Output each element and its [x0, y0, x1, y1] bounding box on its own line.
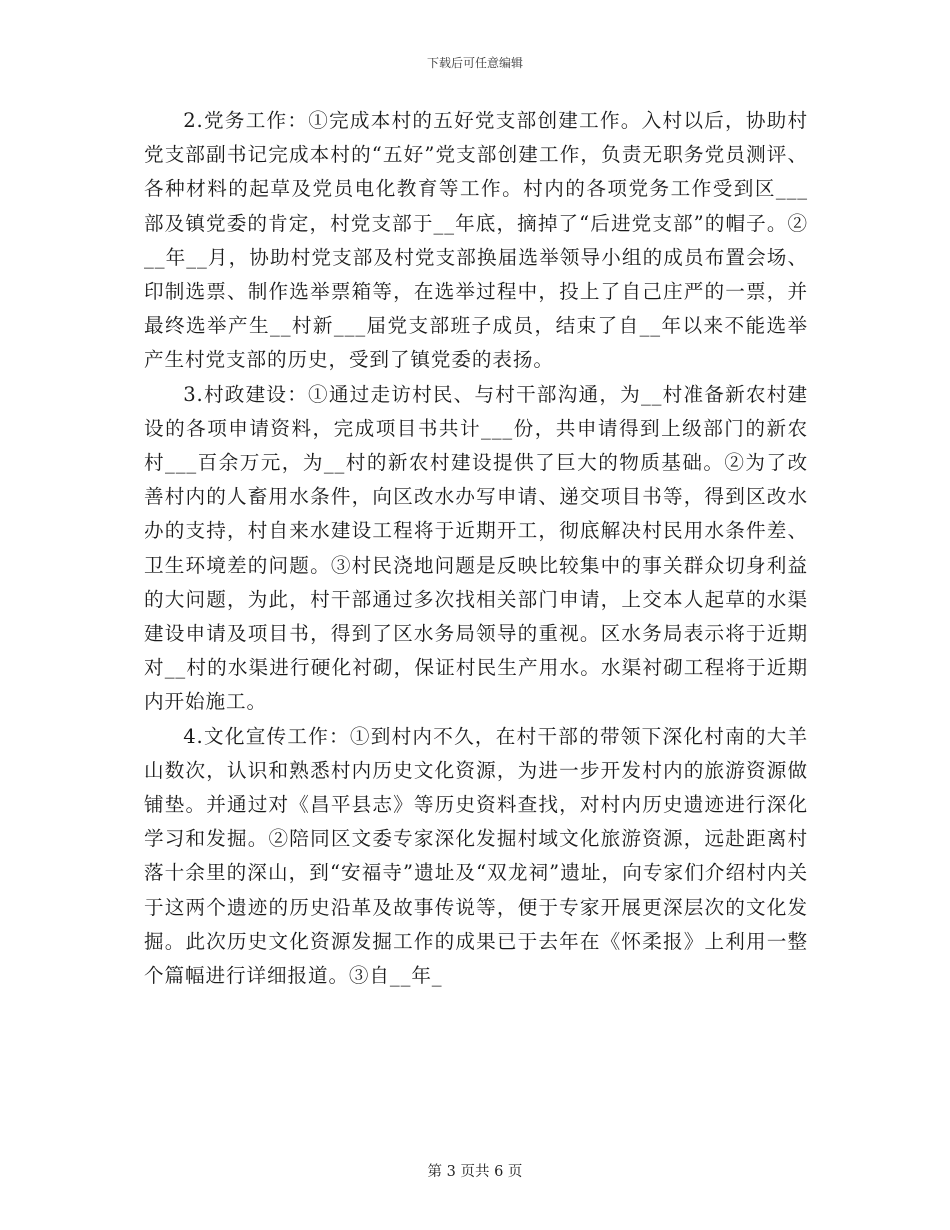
- paragraph-culture-promotion: 4.文化宣传工作：①到村内不久，在村干部的带领下深化村南的大羊山数次，认识和熟悉村内历史文化资源，为进一步开发村内的旅游资源做铺垫。并通过对《昌平县志》等历史资料查找，对村内历史遗迹进行深化学习和发掘。②陪同区文委专家深化发掘村域文化旅游资源，远赴距离村落十余里的深山，到“安福寺”遗址及“双龙祠”遗址，向专家们介绍村内关于这两个遗迹的历史沿革及故事传说等，便于专家开展更深层次的文化发掘。此次历史文化资源发掘工作的成果已于去年在《怀柔报》上利用一整个篇幅进行详细报道。③自__年_: [144, 724, 808, 988]
- paragraph-village-construction: 3.村政建设：①通过走访村民、与村干部沟通，为__村准备新农村建设的各项申请资料，完成项目书共计___份，共申请得到上级部门的新农村___百余万元，为__村的新农村建设提供了巨大的物质基础。②为了改善村内的人畜用水条件，向区改水办写申请、递交项目书等，得到区改水办的支持，村自来水建设工程将于近期开工，彻底解决村民用水条件差、卫生环境差的问题。③村民浇地问题是反映比较集中的事关群众切身利益的大问题，为此，村干部通过多次找相关部门申请，上交本人起草的水渠建设申请及项目书，得到了区水务局领导的重视。区水务局表示将于近期对__村的水渠进行硬化衬砌，保证村民生产用水。水渠衬砌工程将于近期内开始施工。: [144, 382, 808, 714]
- page-header: 下载后可任意编辑: [426, 56, 523, 70]
- document-body: [144, 104, 808, 993]
- paragraph-party-affairs: 2.党务工作：①完成本村的五好党支部创建工作。入村以后，协助村党支部副书记完成本村的“五好”党支部创建工作，负责无职务党员测评、各种材料的起草及党员电化教育等工作。村内的各项党务工作受到区___部及镇党委的肯定，村党支部于__年底，摘掉了“后进党支部”的帽子。②__年__月，协助村党支部及村党支部换届选举领导小组的成员布置会场、印制选票、制作选举票箱等，在选举过程中，投上了自己庄严的一票，并最终选举产生__村新___届党支部班子成员，结束了自__年以来不能选举产生村党支部的历史，受到了镇党委的表扬。: [144, 109, 808, 372]
- page-number: 第 3 页共 6 页: [427, 1164, 523, 1180]
